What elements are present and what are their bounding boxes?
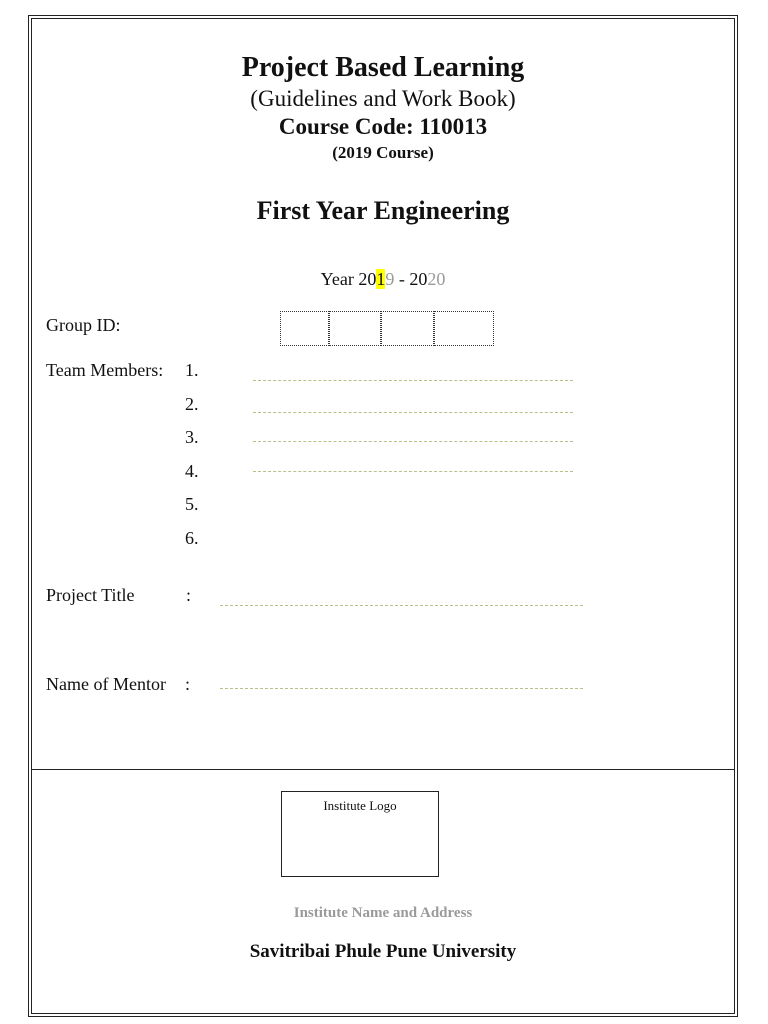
project-title-label: Project Title bbox=[46, 585, 135, 605]
group-id-box-1[interactable] bbox=[280, 311, 329, 346]
institute-logo-label: Institute Logo bbox=[323, 798, 397, 813]
member-number: 3. bbox=[185, 427, 199, 447]
university-name: Savitribai Phule Pune University bbox=[249, 941, 517, 962]
document-title: Project Based Learning bbox=[241, 52, 525, 83]
year-heading: First Year Engineering bbox=[256, 196, 510, 225]
year-prefix: Year 20 bbox=[320, 269, 377, 289]
member-4-line[interactable] bbox=[253, 471, 573, 472]
project-title-line[interactable] bbox=[220, 605, 583, 606]
member-1-line[interactable] bbox=[253, 380, 573, 381]
team-members-label: Team Members: bbox=[46, 360, 164, 380]
year-separator: - 20 bbox=[394, 269, 428, 289]
member-number: 4. bbox=[185, 461, 199, 481]
group-id-box-4[interactable] bbox=[434, 311, 494, 346]
mentor-line[interactable] bbox=[220, 688, 583, 689]
year-highlighted-digit: 1 bbox=[376, 269, 386, 289]
year-suffix: 20 bbox=[427, 269, 446, 289]
course-year: (2019 Course) bbox=[332, 143, 434, 162]
group-id-label: Group ID: bbox=[46, 315, 121, 335]
institute-name-address: Institute Name and Address bbox=[293, 905, 473, 921]
group-id-box-3[interactable] bbox=[381, 311, 434, 346]
mentor-colon: : bbox=[185, 674, 191, 694]
member-number: 2. bbox=[185, 394, 199, 414]
mentor-label: Name of Mentor bbox=[46, 674, 166, 694]
year-digit: 9 bbox=[385, 269, 395, 289]
member-3-line[interactable] bbox=[253, 441, 573, 442]
member-2-line[interactable] bbox=[253, 412, 573, 413]
group-id-box-2[interactable] bbox=[329, 311, 381, 346]
course-code: Course Code: 110013 bbox=[278, 114, 488, 139]
member-number: 5. bbox=[185, 494, 199, 514]
institute-logo-placeholder bbox=[281, 791, 439, 877]
section-divider bbox=[31, 769, 735, 770]
project-title-colon: : bbox=[186, 585, 192, 605]
academic-year bbox=[31, 269, 735, 290]
member-number: 1. bbox=[185, 360, 199, 380]
document-subtitle: (Guidelines and Work Book) bbox=[250, 86, 516, 111]
member-number: 6. bbox=[185, 528, 199, 548]
